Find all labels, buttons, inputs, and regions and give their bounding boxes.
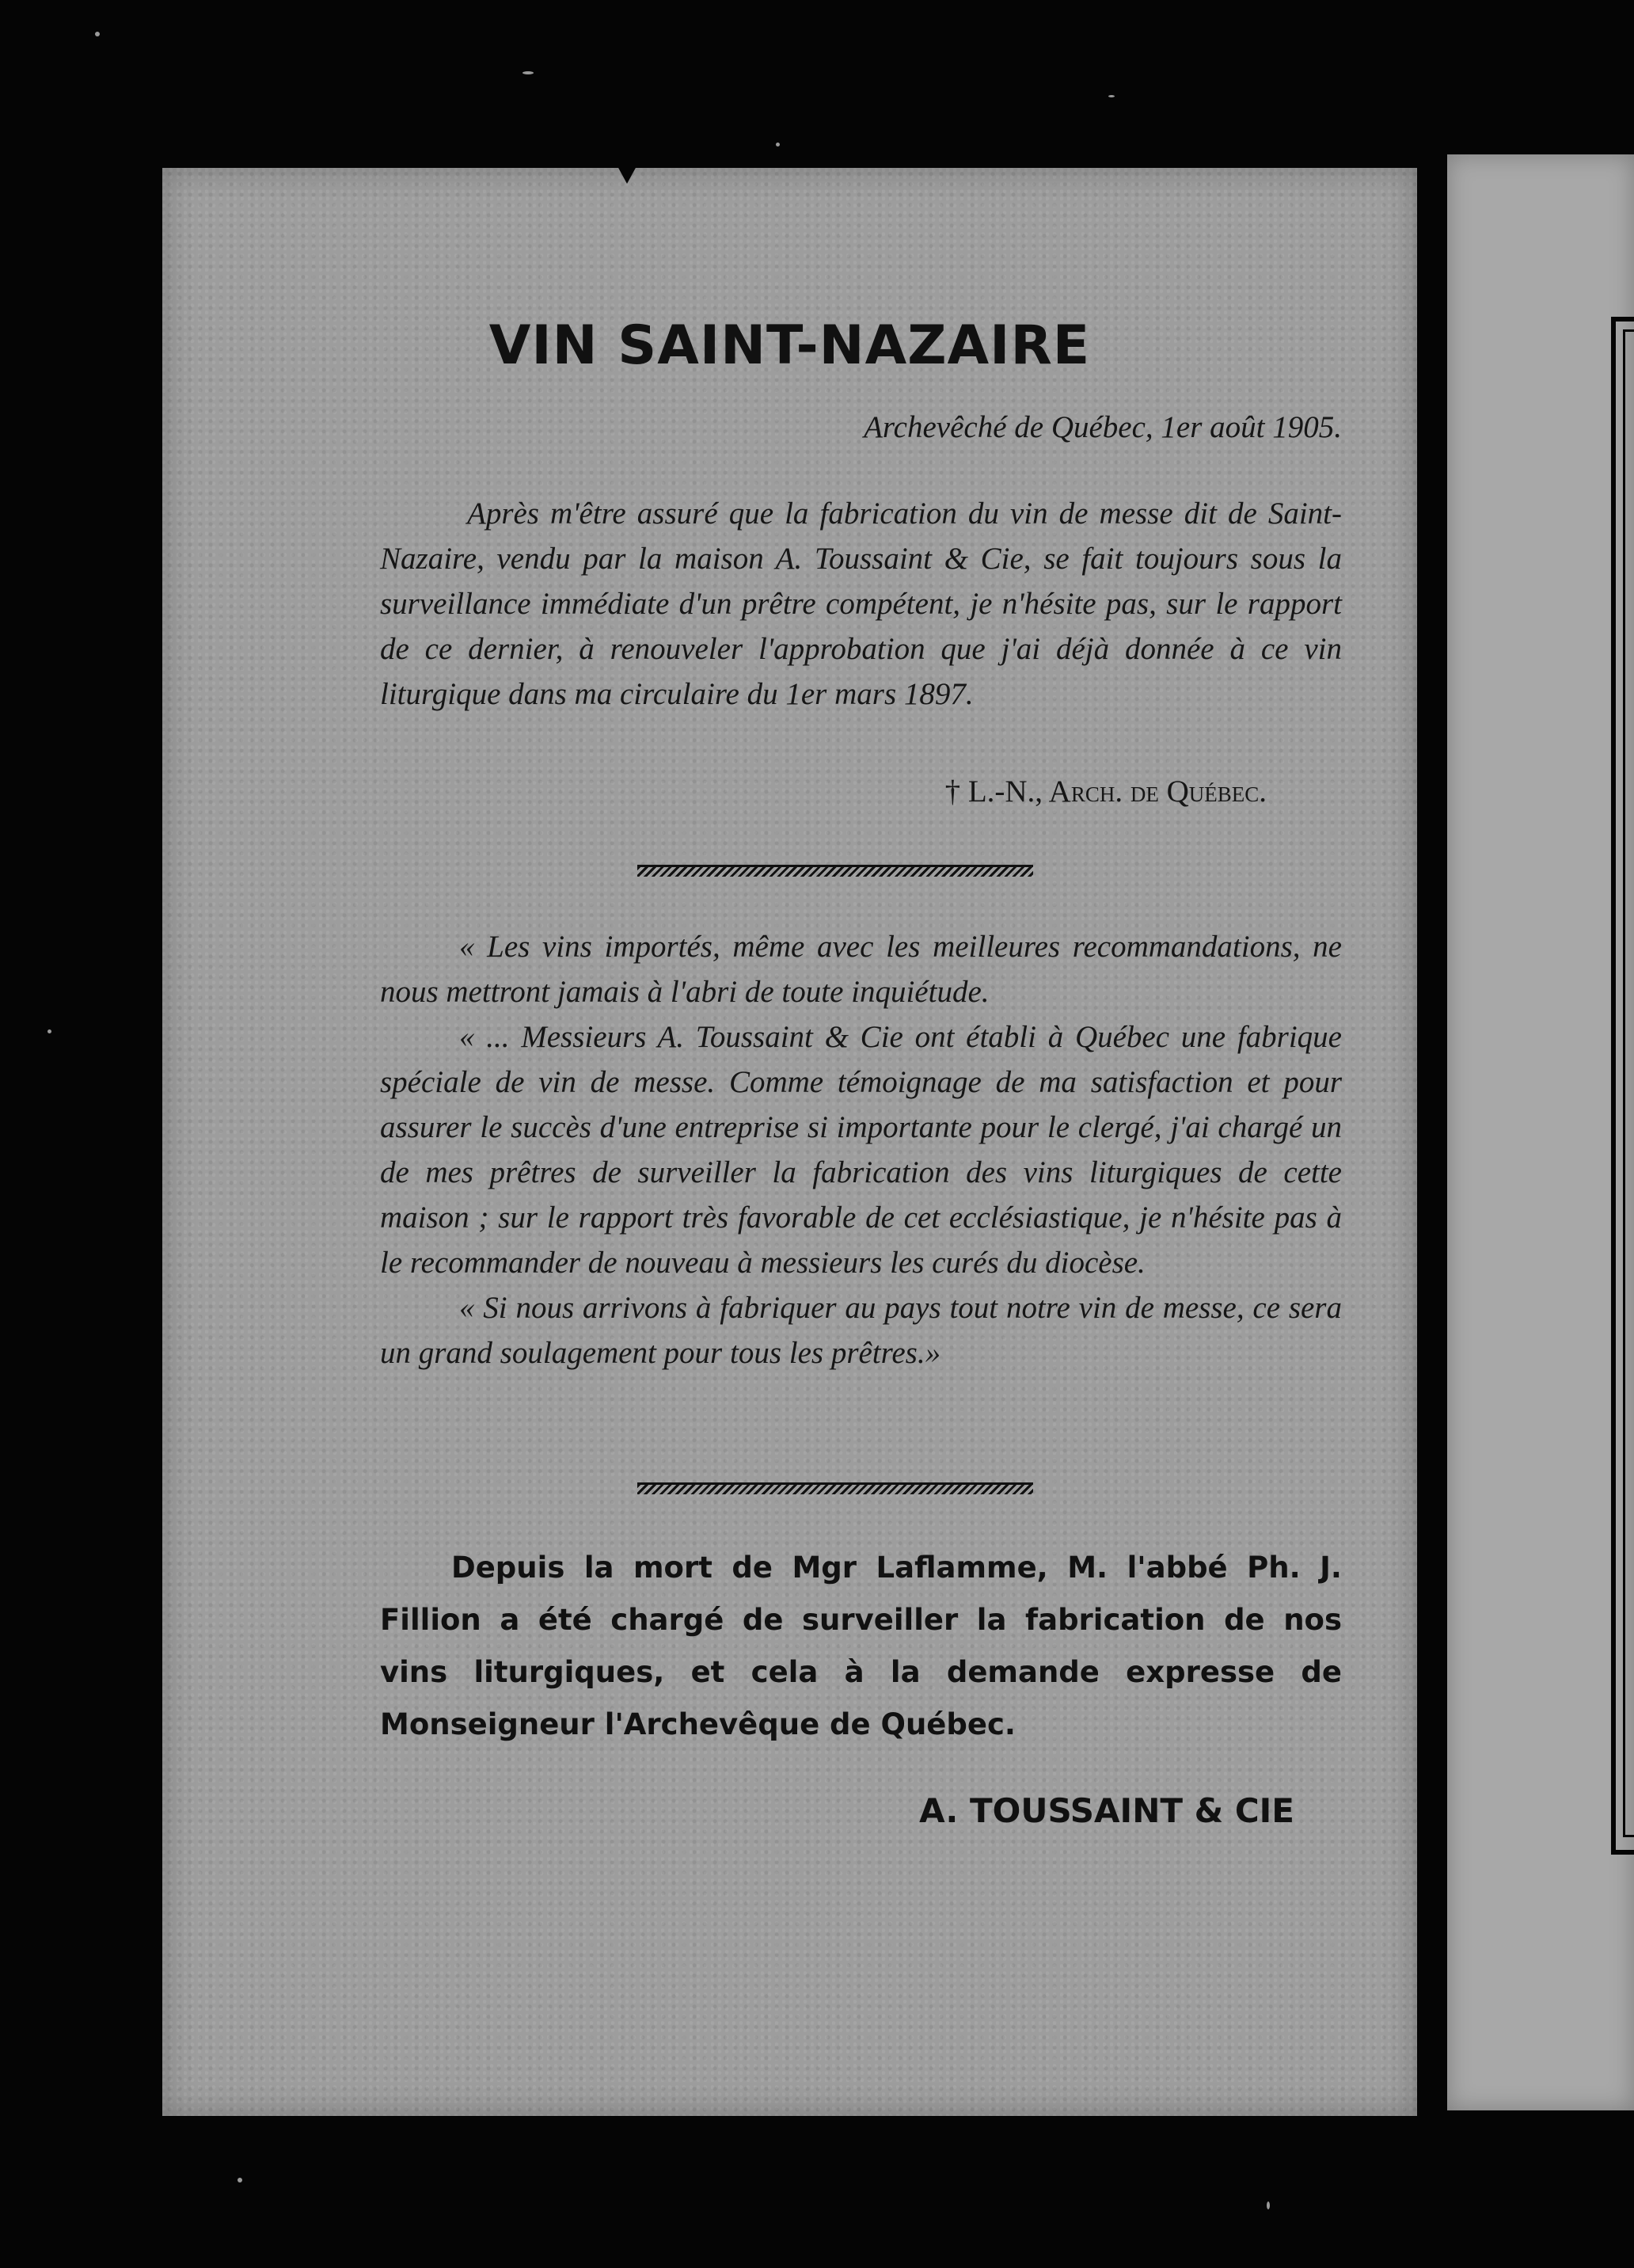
approval-text: Après m'être assuré que la fabrication du vin de messe dit de Saint-Nazaire, vendu par la maison A. Toussaint & Cie, se fait toujours sous la surveillance immédiate d'un prêtre compétent, je n'hésite pas, sur le rapport de ce dernier, à renouveler l'approbation que j'ai déjà donnée à ce vin liturgique dans ma circulaire du 1er mars 1897.	[380, 497, 1342, 711]
notice-paragraph: Depuis la mort de Mgr Laflamme, M. l'abbé Ph. J. Fillion a été chargé de surveiller la fabrication de nos vins liturgiques, et cela à la demande expresse de Monseigneur l'Archevêque de Québec.	[380, 1551, 1342, 1741]
speck	[522, 71, 534, 74]
page-gutter	[1417, 154, 1447, 2118]
ornamental-divider	[637, 865, 1033, 877]
quoted-letter	[380, 924, 1342, 1376]
speck	[776, 143, 780, 147]
signature	[945, 774, 1267, 809]
approval-paragraph	[380, 491, 1342, 717]
ornamental-divider	[637, 1482, 1033, 1494]
document-title: VIN SAINT-NAZAIRE	[488, 314, 1091, 377]
speck	[48, 1029, 51, 1033]
firm-name: A. TOUSSAINT & CIE	[919, 1791, 1294, 1830]
document-page	[162, 168, 1417, 2116]
quote-paragraph: « ... Messieurs A. Toussaint & Cie ont établi à Québec une fabrique spéciale de vin de messe. Comme témoignage de ma satisfaction et pour assurer le succès d'une entreprise si importante pour le clergé, j'ai chargé un de mes prêtres de surveiller la fabrication des vins liturgiques de cette maison ; sur le rapport très favorable de cet ecclésiastique, je n'hésite pas à le recommander de nouveau à messieurs les curés du diocèse.	[380, 1020, 1342, 1280]
speck	[95, 32, 100, 36]
speck	[1267, 2201, 1270, 2209]
speck	[1108, 95, 1115, 97]
quote-paragraph: « Les vins importés, même avec les meilleures recommandations, ne nous mettront jamais à l'abri de toute inquiétude.	[380, 930, 1342, 1009]
quote-paragraph: « Si nous arrivons à fabriquer au pays tout notre vin de messe, ce sera un grand soulagement pour tous les prêtres.»	[380, 1291, 1342, 1370]
date-line: Archevêché de Québec, 1er août 1905.	[864, 410, 1342, 444]
adjacent-page-frame-inner	[1623, 329, 1634, 1837]
signature-text: † L.-N., Arch. de Québec.	[944, 774, 1267, 809]
adjacent-page	[1447, 154, 1634, 2110]
speck	[238, 2178, 242, 2182]
page-notch	[618, 166, 636, 184]
